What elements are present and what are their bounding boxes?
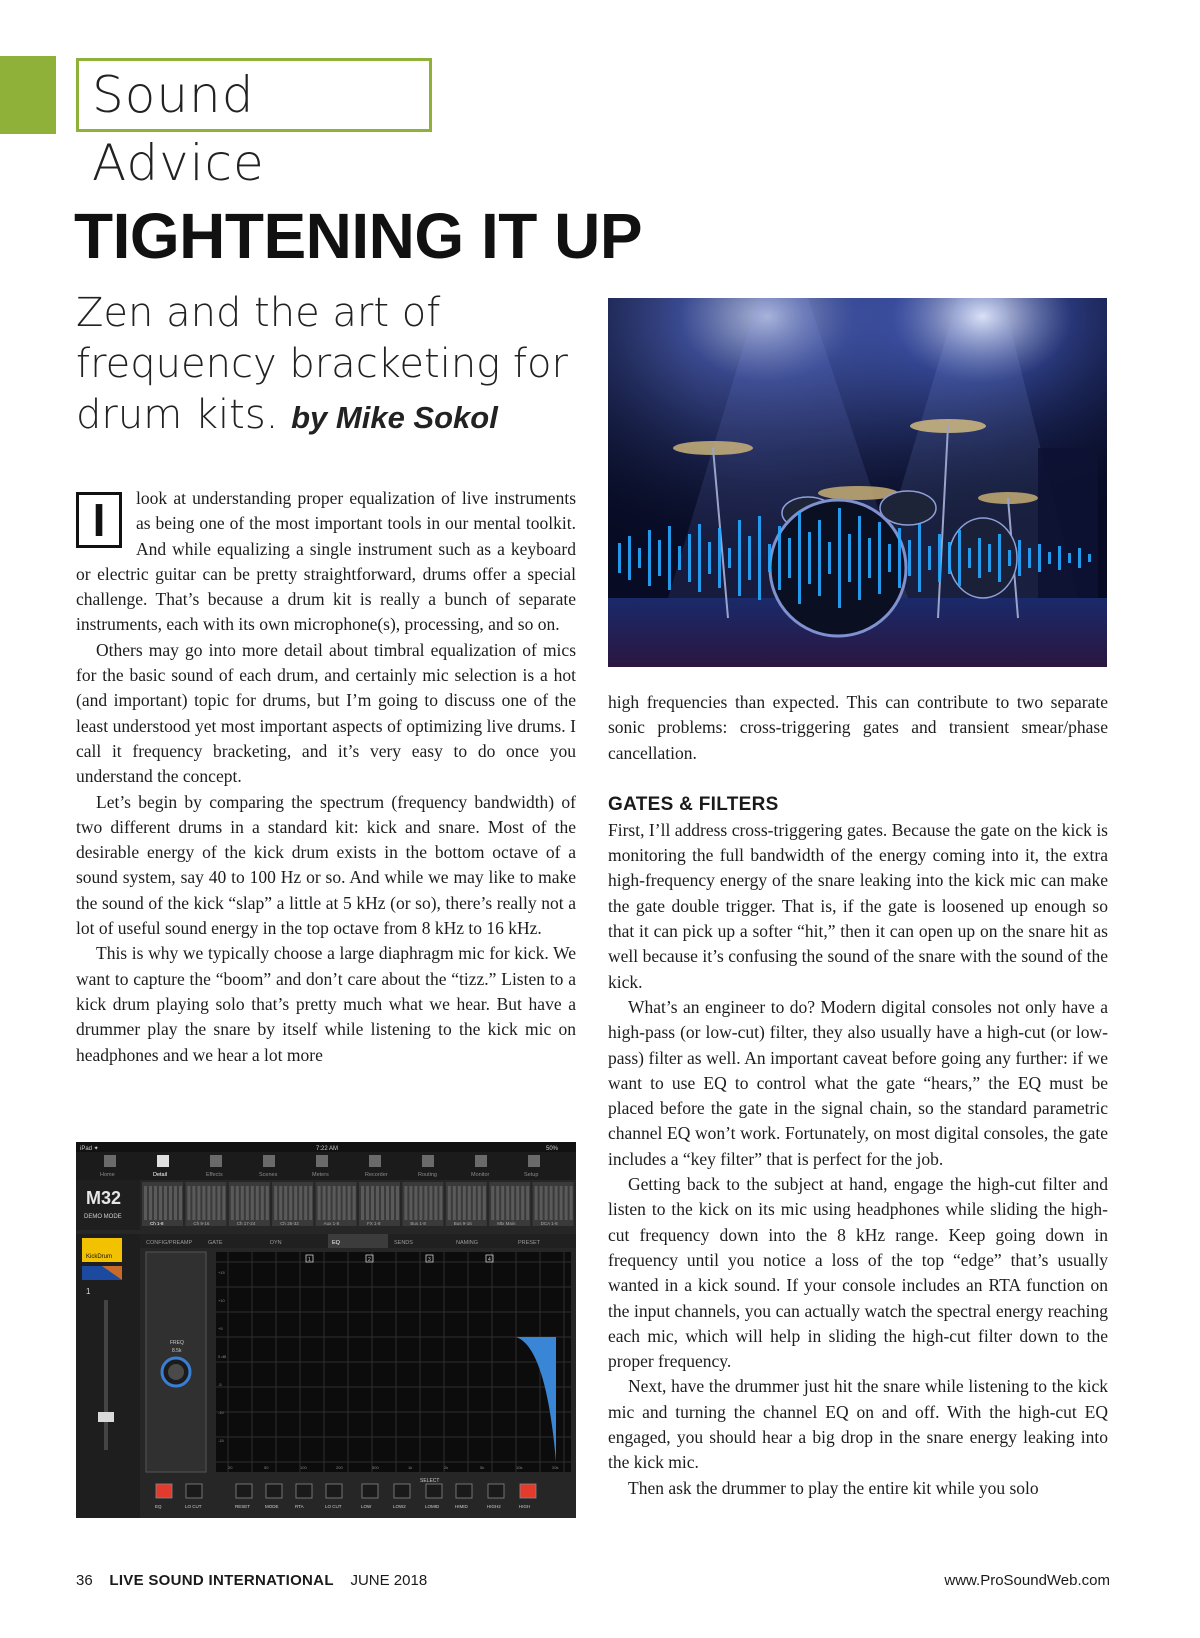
band-marker: 1 (308, 1257, 311, 1263)
channel-number: 1 (86, 1287, 91, 1296)
console-button-label: LOW (361, 1504, 372, 1509)
section-tab-dyn[interactable]: DYN (270, 1240, 282, 1246)
channel-bank-label: Ch 17-24 (236, 1221, 256, 1226)
page-number: 36 (76, 1572, 93, 1589)
body-paragraph: Getting back to the subject at hand, engage the high-cut filter and listen to the kick on its mic using headphones while sliding the high-cut frequency down into the 8 kHz range. Keep going down in frequency until you notice a loss of the top “edge” that’s usually wanted in a kick sound. If your console includes an RTA function on the input channels, you can actually watch the spectral energy reaching each mic, which will help in sliding the high-cut filter down to the proper frequency. (608, 1174, 1108, 1372)
db-tick: 0 dB (218, 1354, 227, 1359)
console-button[interactable] (186, 1484, 202, 1498)
footer-left (76, 1572, 427, 1589)
freq-tick: 200 (336, 1465, 343, 1470)
fader-handle[interactable] (98, 1412, 114, 1422)
db-tick: +10 (218, 1298, 225, 1303)
tab-icon[interactable] (422, 1155, 434, 1167)
console-button[interactable] (456, 1484, 472, 1498)
tab-icon[interactable] (104, 1155, 116, 1167)
dek-text: Zen and the art of frequency bracketing for drum kits. (76, 290, 568, 438)
left-column (76, 486, 576, 1068)
body-paragraph: high frequencies than expected. This can contribute to two separate sonic problems: cross-triggering gates and transient smear/phase cancellation. (608, 692, 1108, 763)
freq-tick: 50 (264, 1465, 269, 1470)
section-tab-naming[interactable]: NAMING (456, 1240, 478, 1246)
band-marker: 2 (368, 1257, 371, 1263)
db-tick: +5 (218, 1326, 223, 1331)
top-tab-scenes[interactable]: Scenes (259, 1172, 278, 1178)
byline: by Mike Sokol (291, 400, 498, 435)
m32-logo: M32 (86, 1188, 122, 1208)
section-tab-preset[interactable]: PRESET (518, 1240, 541, 1246)
top-tab-detail[interactable]: Detail (153, 1172, 168, 1178)
console-button[interactable] (236, 1484, 252, 1498)
tab-icon[interactable] (210, 1155, 222, 1167)
subhead: GATES & FILTERS (608, 793, 779, 815)
top-tab-effects[interactable]: Effects (206, 1172, 223, 1178)
console-button-label: RESET (235, 1504, 251, 1509)
freq-tick: 100 (300, 1465, 307, 1470)
top-tab-routing[interactable]: Routing (418, 1172, 437, 1178)
console-button-label: HIGH2 (487, 1504, 501, 1509)
section-label: Sound Advice (76, 58, 432, 132)
section-tab-eq[interactable]: EQ (332, 1240, 340, 1246)
console-button[interactable] (362, 1484, 378, 1498)
db-tick: +15 (218, 1270, 225, 1275)
console-button[interactable] (156, 1484, 172, 1498)
console-button-label: MODE (265, 1504, 279, 1509)
lead-paragraph (76, 486, 576, 638)
band-marker: 3 (428, 1257, 431, 1263)
console-button-label: LOW2 (393, 1504, 406, 1509)
console-button-label: HIGH (519, 1504, 531, 1509)
tab-icon[interactable] (157, 1155, 169, 1167)
top-tab-recorder[interactable]: Recorder (365, 1172, 388, 1178)
body-paragraph: Let’s begin by comparing the spectrum (frequency bandwidth) of two different drums in a standard kit: kick and snare. Most of the desirable energy of the kick drum exists in the bottom octave of a sound system, say 40 to 100 Hz or so. And while we may like to make the sound of the kick “slap” a little at 5 kHz (or so), there’s really not a lot of useful sound energy in the top octave from 8 kHz to 16 kHz. (76, 791, 576, 939)
freq-tick: 20k (552, 1465, 559, 1470)
top-tab-monitor[interactable]: Monitor (471, 1172, 490, 1178)
channel-name: KickDrum (86, 1254, 113, 1260)
channel-bank-label: Ch 1-8 (150, 1221, 164, 1226)
freq-tick: 500 (372, 1465, 379, 1470)
console-button[interactable] (266, 1484, 282, 1498)
console-button[interactable] (520, 1484, 536, 1498)
channel-bank-label: DCA 1-8 (540, 1221, 558, 1226)
tab-icon[interactable] (263, 1155, 275, 1167)
channel-bank-label: Ch 25-32 (280, 1221, 299, 1226)
db-tick: -5 (218, 1382, 222, 1387)
status-left: iPad ✦ (80, 1146, 99, 1152)
top-tab-meters[interactable]: Meters (312, 1172, 329, 1178)
issue-date: JUNE 2018 (350, 1572, 428, 1589)
fader-track[interactable] (104, 1300, 108, 1450)
channel-bank-label: FX 1-8 (367, 1221, 381, 1226)
freq-tick: 2k (444, 1465, 449, 1470)
tab-icon[interactable] (528, 1155, 540, 1167)
body-paragraph: This is why we typically choose a large diaphragm mic for kick. We want to capture the “boom” and don’t care about the “tizz.” Listen to a kick drum playing solo that’s pretty much what we hear. But have a drummer play the snare by itself while listening to the kick mic on headphones and we hear a lot more (76, 943, 576, 1065)
status-time: 7:22 AM (316, 1146, 339, 1152)
knob-value: 8.5k (172, 1348, 182, 1354)
freq-tick: 20 (228, 1465, 233, 1470)
publication-name: LIVE SOUND INTERNATIONAL (109, 1572, 334, 1589)
drum-kit-photo (608, 298, 1107, 667)
console-button-label: LO CUT (325, 1504, 342, 1509)
console-button[interactable] (394, 1484, 410, 1498)
right-column (608, 690, 1108, 1501)
console-button[interactable] (426, 1484, 442, 1498)
body-paragraph: Then ask the drummer to play the entire kit while you solo (628, 1477, 1039, 1498)
channel-bank-label: Ch 9-16 (193, 1221, 210, 1226)
channel-bank-label: Bus 9-16 (453, 1221, 472, 1226)
body-paragraph: What’s an engineer to do? Modern digital consoles not only have a high-pass (or low-cut) filter, they also usually have a high-cut (or low-pass) filter as well. An important caveat before going any further: if we want to use EQ to control what the gate “hears,” the EQ must be placed before the gate in the signal chain, so the standard parametric channel EQ won’t work. Fortunately, on most digital consoles, the gate includes a “key filter” that is perfect for the job. (608, 996, 1108, 1169)
drop-cap: I (76, 492, 122, 548)
dek (76, 288, 576, 443)
band-marker: 4 (488, 1257, 491, 1263)
tab-icon[interactable] (369, 1155, 381, 1167)
channel-bank-label: Aux 1-8 (323, 1221, 340, 1226)
select-label: SELECT (420, 1478, 440, 1484)
console-screenshot (76, 1142, 576, 1518)
console-button-label: LOMID (425, 1504, 440, 1509)
body-paragraph: First, I’ll address cross-triggering gates. Because the gate on the kick is monitoring the full bandwidth of the energy coming into it, the extra high-frequency energy of the snare leaking into the kick mic can make the gate double trigger. That is, if the gate is loosened up enough so that it can pick up a softer “hit,” then it can open up on the snare hit as well because it’s confusing the sound of the snare with the sound of the kick. (608, 819, 1108, 992)
top-tab-setup[interactable]: Setup (524, 1172, 539, 1178)
freq-tick: 5k (480, 1465, 485, 1470)
knob-label: FREQ (170, 1340, 184, 1346)
body-paragraph: Next, have the drummer just hit the snare while listening to the kick mic and turning the channel EQ on and off. With the high-cut EQ engaged, you should hear a big drop in the snare energy leaking into the kick mic. (608, 1376, 1108, 1473)
console-button[interactable] (296, 1484, 312, 1498)
section-color-tab (0, 56, 56, 134)
console-button-label: EQ (155, 1504, 162, 1509)
console-button-label: RTA (295, 1504, 304, 1509)
console-button[interactable] (326, 1484, 342, 1498)
status-battery: 50% (546, 1146, 559, 1152)
footer-website: www.ProSoundWeb.com (944, 1572, 1110, 1589)
channel-bank-label: Bus 1-8 (410, 1221, 426, 1226)
db-tick: -10 (218, 1410, 224, 1415)
section-tab-config-preamp[interactable]: CONFIG/PREAMP (146, 1240, 193, 1246)
mixer-app-screen (76, 1142, 576, 1518)
freq-tick: 10k (516, 1465, 523, 1470)
db-tick: -15 (218, 1438, 224, 1443)
headline: TIGHTENING IT UP (74, 200, 642, 272)
console-button[interactable] (488, 1484, 504, 1498)
section-tab-gate[interactable]: GATE (208, 1240, 223, 1246)
channel-bank-label: Mtx Main (497, 1221, 516, 1226)
console-button-label: HIMID (455, 1504, 468, 1509)
console-button-label: LO CUT (185, 1504, 202, 1509)
section-tab-sends[interactable]: SENDS (394, 1240, 413, 1246)
freq-tick: 1k (408, 1465, 413, 1470)
drum-kit-illustration (608, 298, 1107, 667)
tab-icon[interactable] (475, 1155, 487, 1167)
top-tab-home[interactable]: Home (100, 1172, 115, 1178)
tab-icon[interactable] (316, 1155, 328, 1167)
demo-mode-label: DEMO MODE (84, 1214, 122, 1220)
lead-paragraph-text: look at understanding proper equalization of live instruments as being one of the most important tools in our mental toolkit. And while equalizing a single instrument such as a keyboard or electric guitar can be pretty straightforward, drums offer a special challenge. That’s because a drum kit is really a bunch of separate instruments, each with its own microphone(s), processing, and so on. (76, 488, 576, 635)
body-paragraph: Others may go into more detail about timbral equalization of mics for the basic sound of each drum, and certainly mic selection is a hot (and important) topic for drums, but I’m going to discuss one of the least understood yet most important aspects of optimizing live drums. I call it frequency bracketing, and it’s very easy to do once you understand the concept. (76, 639, 576, 787)
